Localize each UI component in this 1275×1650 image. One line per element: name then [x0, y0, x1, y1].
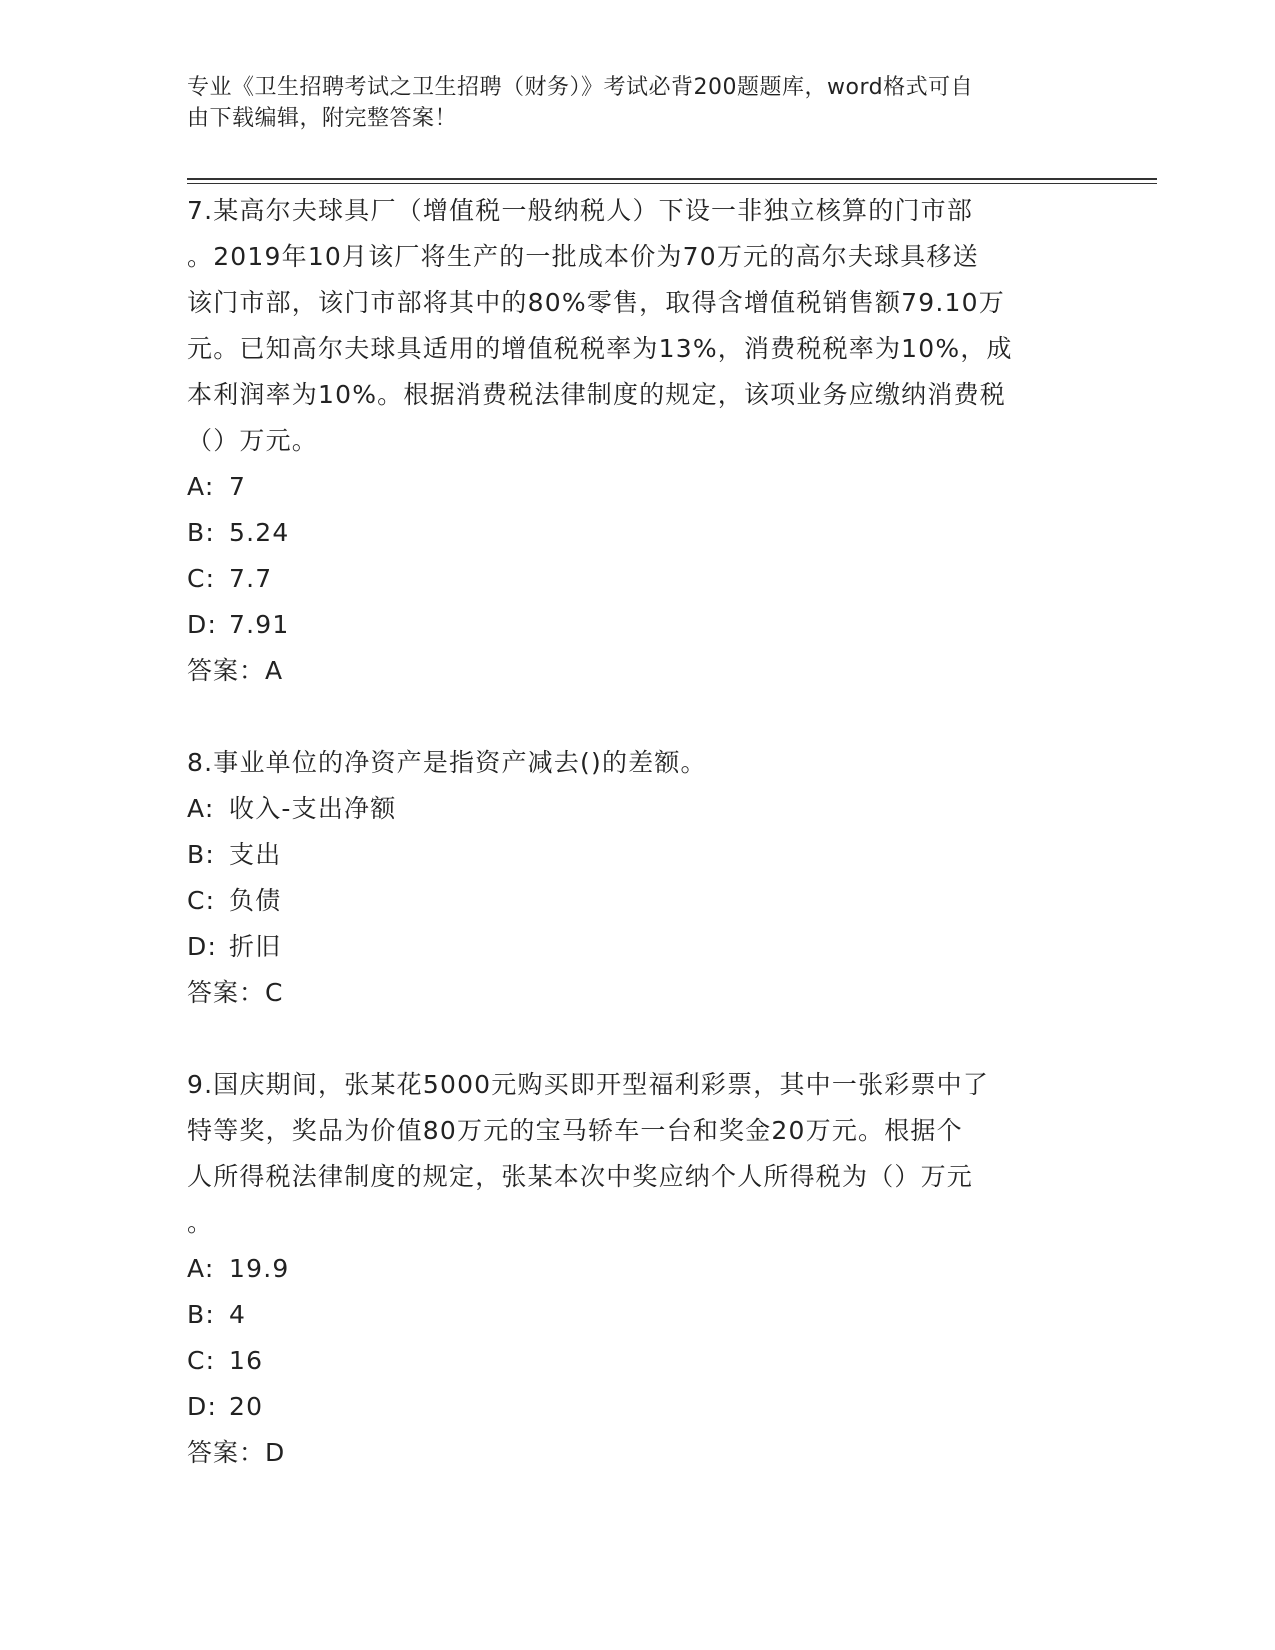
- header-divider-thin: [187, 183, 1157, 184]
- question-text-line: 本利润率为10%。根据消费税法律制度的规定，该项业务应缴纳消费税: [187, 380, 1006, 409]
- option-d: [187, 924, 1087, 970]
- question-text-line: 人所得税法律制度的规定，张某本次中奖应纳个人所得税为（）万元: [187, 1162, 974, 1191]
- option-value: 20: [229, 1392, 264, 1421]
- question-9: [187, 1062, 1087, 1476]
- option-value: 7.91: [229, 610, 290, 639]
- question-text-line: 7.某高尔夫球具厂（增值税一般纳税人）下设一非独立核算的门市部: [187, 196, 974, 225]
- answer-line: 答案：C: [187, 978, 284, 1007]
- header-divider-thick: [187, 178, 1157, 180]
- option-b: [187, 510, 1087, 556]
- document-header: [187, 72, 1067, 134]
- header-line-2: 由下载编辑，附完整答案！: [187, 106, 458, 131]
- option-c: [187, 556, 1087, 602]
- question-text-line: （）万元。: [187, 426, 319, 455]
- option-value: 4: [229, 1300, 247, 1329]
- option-key: D:: [187, 932, 218, 961]
- option-a: [187, 786, 1087, 832]
- option-key: B:: [187, 840, 215, 869]
- question-text-line: 元。已知高尔夫球具适用的增值税税率为13%，消费税税率为10%，成: [187, 334, 1013, 363]
- option-key: D:: [187, 610, 218, 639]
- answer-line: 答案：D: [187, 1438, 286, 1467]
- option-c: [187, 1338, 1087, 1384]
- question-text-line: 9.国庆期间，张某花5000元购买即开型福利彩票，其中一张彩票中了: [187, 1070, 990, 1099]
- answer-line: 答案：A: [187, 656, 284, 685]
- option-value: 支出: [229, 840, 282, 869]
- option-key: B:: [187, 518, 215, 547]
- option-value: 5.24: [229, 518, 290, 547]
- option-key: C:: [187, 1346, 216, 1375]
- question-7: [187, 188, 1087, 694]
- option-d: [187, 1384, 1087, 1430]
- option-a: [187, 1246, 1087, 1292]
- option-value: 7.7: [229, 564, 273, 593]
- option-value: 收入-支出净额: [229, 794, 397, 823]
- option-c: [187, 878, 1087, 924]
- option-a: [187, 464, 1087, 510]
- question-text-line: 8.事业单位的净资产是指资产减去()的差额。: [187, 748, 707, 777]
- question-text-line: 。2019年10月该厂将生产的一批成本价为70万元的高尔夫球具移送: [187, 242, 979, 271]
- option-value: 折旧: [229, 932, 282, 961]
- option-d: [187, 602, 1087, 648]
- option-value: 16: [229, 1346, 264, 1375]
- question-text-line: 该门市部，该门市部将其中的80%零售，取得含增值税销售额79.10万: [187, 288, 1005, 317]
- option-key: A:: [187, 794, 215, 823]
- option-key: C:: [187, 564, 216, 593]
- question-gap: [187, 1016, 1087, 1062]
- question-gap: [187, 694, 1087, 740]
- question-list: [187, 188, 1087, 1476]
- option-b: [187, 832, 1087, 878]
- option-key: A:: [187, 472, 215, 501]
- option-key: C:: [187, 886, 216, 915]
- option-key: D:: [187, 1392, 218, 1421]
- option-b: [187, 1292, 1087, 1338]
- header-line-1: 专业《卫生招聘考试之卫生招聘（财务）》考试必背200题题库，word格式可自: [187, 75, 974, 100]
- option-key: B:: [187, 1300, 215, 1329]
- question-text-line: 特等奖，奖品为价值80万元的宝马轿车一台和奖金20万元。根据个: [187, 1116, 963, 1145]
- option-value: 7: [229, 472, 247, 501]
- question-text-line: 。: [187, 1208, 214, 1237]
- option-value: 负债: [229, 886, 282, 915]
- option-value: 19.9: [229, 1254, 290, 1283]
- question-8: [187, 740, 1087, 1016]
- option-key: A:: [187, 1254, 215, 1283]
